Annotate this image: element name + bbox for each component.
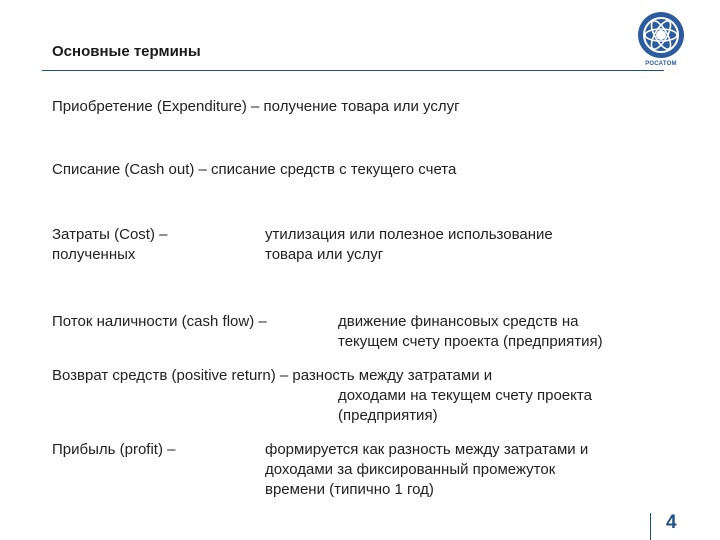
page-number-divider	[650, 513, 651, 540]
term-profit-definition-line3: времени (типично 1 год)	[265, 481, 434, 498]
term-positive-return-label: Возврат средств (positive return) – разность между затратами и	[52, 367, 493, 384]
term-cash-flow-label: Поток наличности (cash flow) –	[52, 313, 267, 330]
term-cost-definition-line2: товара или услуг	[265, 246, 384, 263]
title-divider	[42, 70, 664, 71]
rosatom-atom-icon	[636, 10, 686, 60]
rosatom-logo	[636, 10, 686, 68]
term-positive-return-definition-line1: доходами на текущем счету проекта	[338, 387, 592, 404]
term-positive-return-definition-line2: (предприятия)	[338, 407, 438, 424]
term-cash-flow-definition-line2: текущем счету проекта (предприятия)	[338, 333, 603, 350]
term-profit-label: Прибыль (profit) –	[52, 441, 176, 458]
term-cash-out: Списание (Cash out) – списание средств с текущего счета	[52, 161, 457, 178]
term-profit-definition-line1: формируется как разность между затратами и	[265, 441, 589, 458]
term-cost-label-line2: полученных	[52, 246, 136, 263]
term-profit-definition-line2: доходами за фиксированный промежуток	[265, 461, 556, 478]
term-expenditure: Приобретение (Expenditure) – получение товара или услуг	[52, 98, 460, 115]
term-cost-label: Затраты (Cost) –	[52, 226, 168, 243]
term-cash-flow-definition-line1: движение финансовых средств на	[338, 313, 579, 330]
page-number: 4	[666, 512, 677, 533]
slide-title: Основные термины	[52, 43, 201, 60]
logo-text: РОСАТОМ	[645, 61, 677, 67]
term-cost-definition-line1: утилизация или полезное использование	[265, 226, 553, 243]
